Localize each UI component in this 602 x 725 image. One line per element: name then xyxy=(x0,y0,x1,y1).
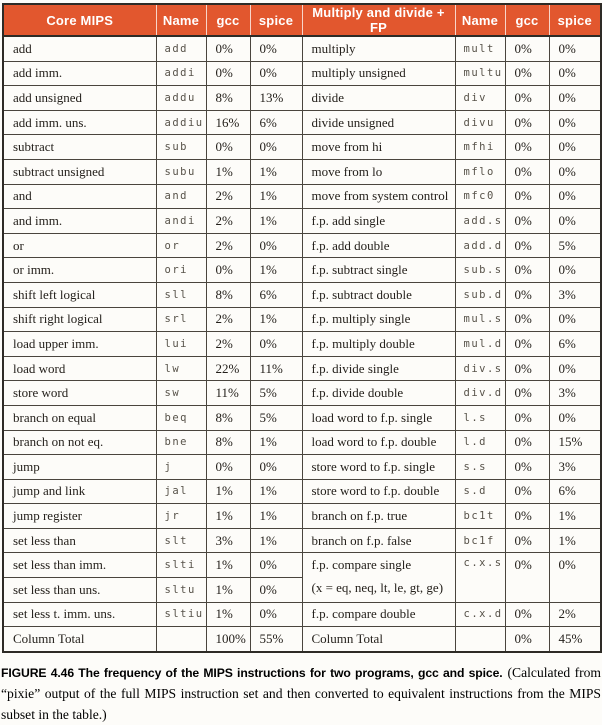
gcc-percent-cell: 2% xyxy=(206,184,250,209)
gcc-percent-cell: 0% xyxy=(206,135,250,160)
instruction-name-cell: div xyxy=(455,86,505,111)
spice-percent-cell: 0% xyxy=(549,184,601,209)
table-row xyxy=(3,553,601,578)
instruction-desc-cell: multiply unsigned xyxy=(302,61,455,86)
gcc-percent-cell: 0% xyxy=(505,184,549,209)
spice-percent-cell: 0% xyxy=(549,61,601,86)
instruction-desc-cell: add xyxy=(3,36,156,61)
spice-percent-cell: 0% xyxy=(250,36,302,61)
instruction-desc-cell: load word to f.p. single xyxy=(302,405,455,430)
instruction-name-cell: sub xyxy=(156,135,206,160)
instruction-desc-cell: or imm. xyxy=(3,258,156,283)
instruction-desc-line: f.p. compare single xyxy=(311,557,412,573)
instruction-name-cell: div.s xyxy=(455,356,505,381)
table-row xyxy=(3,430,601,455)
spice-percent-cell: 0% xyxy=(250,455,302,480)
instruction-name-cell: j xyxy=(156,455,206,480)
instruction-name-cell: c.x.s xyxy=(455,553,505,602)
instruction-name-cell: add.s xyxy=(455,209,505,234)
instruction-desc-cell: f.p. multiply single xyxy=(302,307,455,332)
gcc-percent-cell: 0% xyxy=(206,258,250,283)
instruction-desc-cell: store word to f.p. single xyxy=(302,455,455,480)
spice-percent-cell: 0% xyxy=(549,135,601,160)
spice-percent-cell: 0% xyxy=(549,307,601,332)
instruction-desc-cell: f.p. subtract single xyxy=(302,258,455,283)
instruction-name-cell: srl xyxy=(156,307,206,332)
spice-percent-cell: 1% xyxy=(250,307,302,332)
spice-percent-cell: 0% xyxy=(549,405,601,430)
table-row xyxy=(3,258,601,283)
instruction-desc-cell: or xyxy=(3,233,156,258)
instruction-desc-cell: f.p. compare double xyxy=(302,602,455,627)
gcc-percent-cell: 0% xyxy=(505,381,549,406)
instruction-desc-cell: subtract xyxy=(3,135,156,160)
instruction-name-cell: addu xyxy=(156,86,206,111)
instruction-name-cell: l.s xyxy=(455,405,505,430)
spice-percent-cell: 1% xyxy=(250,479,302,504)
gcc-percent-cell: 0% xyxy=(505,159,549,184)
gcc-percent-cell: 2% xyxy=(206,233,250,258)
table-body xyxy=(3,36,601,652)
instruction-desc-cell: f.p. subtract double xyxy=(302,282,455,307)
header-gcc-left: gcc xyxy=(206,4,250,36)
gcc-percent-cell: 0% xyxy=(505,86,549,111)
gcc-percent-cell: 0% xyxy=(505,36,549,61)
table-row xyxy=(3,332,601,357)
table-row xyxy=(3,381,601,406)
gcc-percent-cell: 0% xyxy=(505,307,549,332)
instruction-name-cell: subu xyxy=(156,159,206,184)
gcc-percent-cell: 0% xyxy=(505,430,549,455)
instruction-desc-cell: f.p. divide double xyxy=(302,381,455,406)
gcc-percent-cell: 0% xyxy=(206,455,250,480)
spice-percent-cell: 3% xyxy=(549,455,601,480)
table-row xyxy=(3,184,601,209)
gcc-percent-cell: 0% xyxy=(505,110,549,135)
gcc-percent-cell: 0% xyxy=(505,282,549,307)
instruction-desc-cell: set less than imm. xyxy=(3,553,156,578)
instruction-name-cell: ori xyxy=(156,258,206,283)
table-row xyxy=(3,86,601,111)
table-row xyxy=(3,233,601,258)
instruction-desc-cell: f.p. divide single xyxy=(302,356,455,381)
gcc-percent-cell: 2% xyxy=(206,307,250,332)
instruction-desc-cell: load upper imm. xyxy=(3,332,156,357)
instruction-desc-cell: load word to f.p. double xyxy=(302,430,455,455)
gcc-percent-cell: 0% xyxy=(505,528,549,553)
instruction-name-cell xyxy=(455,627,505,652)
instruction-desc-cell: store word xyxy=(3,381,156,406)
instruction-desc-cell: and imm. xyxy=(3,209,156,234)
table-row xyxy=(3,110,601,135)
instruction-name-cell: addi xyxy=(156,61,206,86)
instruction-desc-cell: branch on f.p. false xyxy=(302,528,455,553)
gcc-percent-cell: 0% xyxy=(505,258,549,283)
instruction-desc-cell: add unsigned xyxy=(3,86,156,111)
spice-percent-cell: 6% xyxy=(549,332,601,357)
spice-percent-cell: 0% xyxy=(549,159,601,184)
gcc-percent-cell: 0% xyxy=(505,233,549,258)
gcc-percent-cell: 0% xyxy=(505,332,549,357)
spice-percent-cell: 0% xyxy=(250,61,302,86)
spice-percent-cell: 1% xyxy=(250,528,302,553)
instruction-name-cell: add xyxy=(156,36,206,61)
spice-percent-cell: 13% xyxy=(250,86,302,111)
gcc-percent-cell: 3% xyxy=(206,528,250,553)
spice-percent-cell: 1% xyxy=(250,159,302,184)
spice-percent-cell: 0% xyxy=(250,578,302,603)
instruction-desc-cell: set less than uns. xyxy=(3,578,156,603)
instruction-desc-cell: Column Total xyxy=(3,627,156,652)
instruction-desc-cell: add imm. xyxy=(3,61,156,86)
spice-percent-cell: 6% xyxy=(250,282,302,307)
spice-percent-cell: 0% xyxy=(250,332,302,357)
table-row xyxy=(3,36,601,61)
instruction-name-cell: l.d xyxy=(455,430,505,455)
instruction-desc-cell: jump and link xyxy=(3,479,156,504)
instruction-desc-cell: move from hi xyxy=(302,135,455,160)
header-core-mips: Core MIPS xyxy=(3,4,156,36)
spice-percent-cell: 55% xyxy=(250,627,302,652)
gcc-percent-cell: 8% xyxy=(206,405,250,430)
gcc-percent-cell: 22% xyxy=(206,356,250,381)
spice-percent-cell: 1% xyxy=(250,209,302,234)
instruction-desc-cell: move from lo xyxy=(302,159,455,184)
header-spice-right: spice xyxy=(549,4,601,36)
gcc-percent-cell: 1% xyxy=(206,578,250,603)
instruction-name-cell: slt xyxy=(156,528,206,553)
instruction-desc-cell: set less t. imm. uns. xyxy=(3,602,156,627)
spice-percent-cell: 5% xyxy=(250,405,302,430)
table-row xyxy=(3,356,601,381)
table-row xyxy=(3,602,601,627)
instruction-name-cell: mflo xyxy=(455,159,505,184)
instruction-name-cell: jal xyxy=(156,479,206,504)
instruction-name-cell: mul.d xyxy=(455,332,505,357)
gcc-percent-cell: 8% xyxy=(206,282,250,307)
spice-percent-cell: 0% xyxy=(250,602,302,627)
gcc-percent-cell: 0% xyxy=(505,61,549,86)
spice-percent-cell: 1% xyxy=(549,528,601,553)
instruction-name-cell: div.d xyxy=(455,381,505,406)
spice-percent-cell: 0% xyxy=(250,135,302,160)
instruction-name-cell xyxy=(156,627,206,652)
spice-percent-cell: 0% xyxy=(549,209,601,234)
header-spice-left: spice xyxy=(250,4,302,36)
header-gcc-right: gcc xyxy=(505,4,549,36)
instruction-name-cell: sll xyxy=(156,282,206,307)
mips-frequency-table xyxy=(2,3,602,653)
instruction-name-cell: mfc0 xyxy=(455,184,505,209)
instruction-name-cell: lui xyxy=(156,332,206,357)
instruction-desc-cell: f.p. add single xyxy=(302,209,455,234)
instruction-desc-cell: set less than xyxy=(3,528,156,553)
spice-percent-cell: 0% xyxy=(549,86,601,111)
instruction-name-cell: mul.s xyxy=(455,307,505,332)
spice-percent-cell: 0% xyxy=(549,553,601,602)
spice-percent-cell: 0% xyxy=(250,553,302,578)
instruction-name-cell: s.d xyxy=(455,479,505,504)
instruction-name-cell: multu xyxy=(455,61,505,86)
gcc-percent-cell: 0% xyxy=(505,405,549,430)
spice-percent-cell: 0% xyxy=(549,110,601,135)
instruction-desc-cell: divide xyxy=(302,86,455,111)
gcc-percent-cell: 2% xyxy=(206,209,250,234)
gcc-percent-cell: 1% xyxy=(206,553,250,578)
gcc-percent-cell: 0% xyxy=(505,135,549,160)
instruction-name-cell: bc1t xyxy=(455,504,505,529)
spice-percent-cell: 0% xyxy=(549,258,601,283)
spice-percent-cell: 5% xyxy=(250,381,302,406)
figure-caption-bold: FIGURE 4.46 The frequency of the MIPS instructions for two programs, gcc and spice. xyxy=(1,665,503,680)
instruction-desc-cell: branch on f.p. true xyxy=(302,504,455,529)
instruction-name-cell: sub.d xyxy=(455,282,505,307)
table-row xyxy=(3,528,601,553)
instruction-desc-cell: subtract unsigned xyxy=(3,159,156,184)
table-row xyxy=(3,455,601,480)
instruction-desc-cell: add imm. uns. xyxy=(3,110,156,135)
gcc-percent-cell: 0% xyxy=(505,455,549,480)
table-row xyxy=(3,307,601,332)
instruction-name-cell: sltu xyxy=(156,578,206,603)
gcc-percent-cell: 0% xyxy=(505,356,549,381)
instruction-desc-cell: move from system control xyxy=(302,184,455,209)
instruction-desc-cell: branch on not eq. xyxy=(3,430,156,455)
gcc-percent-cell: 8% xyxy=(206,86,250,111)
gcc-percent-cell: 16% xyxy=(206,110,250,135)
gcc-percent-cell: 0% xyxy=(505,627,549,652)
header-name-left: Name xyxy=(156,4,206,36)
instruction-name-cell: divu xyxy=(455,110,505,135)
spice-percent-cell: 45% xyxy=(549,627,601,652)
header-row xyxy=(3,4,601,36)
gcc-percent-cell: 0% xyxy=(206,36,250,61)
spice-percent-cell: 11% xyxy=(250,356,302,381)
header-mult-div-fp: Multiply and divide + FP xyxy=(302,4,455,36)
instruction-name-cell: addiu xyxy=(156,110,206,135)
spice-percent-cell: 5% xyxy=(549,233,601,258)
spice-percent-cell: 1% xyxy=(250,430,302,455)
spice-percent-cell: 0% xyxy=(250,233,302,258)
instruction-desc-cell: shift right logical xyxy=(3,307,156,332)
gcc-percent-cell: 1% xyxy=(206,159,250,184)
table-row xyxy=(3,135,601,160)
instruction-name-cell: sw xyxy=(156,381,206,406)
table-row xyxy=(3,504,601,529)
instruction-desc-cell xyxy=(302,553,455,602)
compare-condition-note: (x = eq, neq, lt, le, gt, ge) xyxy=(311,580,444,596)
instruction-name-cell: sltiu xyxy=(156,602,206,627)
spice-percent-cell: 0% xyxy=(549,356,601,381)
gcc-percent-cell: 11% xyxy=(206,381,250,406)
instruction-name-cell: bc1f xyxy=(455,528,505,553)
spice-percent-cell: 1% xyxy=(250,504,302,529)
spice-percent-cell: 3% xyxy=(549,381,601,406)
gcc-percent-cell: 0% xyxy=(505,479,549,504)
instruction-name-cell: bne xyxy=(156,430,206,455)
instruction-desc-cell: jump xyxy=(3,455,156,480)
table-row xyxy=(3,627,601,652)
spice-percent-cell: 6% xyxy=(250,110,302,135)
spice-percent-cell: 15% xyxy=(549,430,601,455)
instruction-name-cell: slti xyxy=(156,553,206,578)
instruction-name-cell: and xyxy=(156,184,206,209)
table-row xyxy=(3,282,601,307)
instruction-name-cell: mult xyxy=(455,36,505,61)
spice-percent-cell: 0% xyxy=(549,36,601,61)
instruction-desc-cell: Column Total xyxy=(302,627,455,652)
instruction-name-cell: s.s xyxy=(455,455,505,480)
instruction-desc-cell: f.p. multiply double xyxy=(302,332,455,357)
instruction-desc-cell: divide unsigned xyxy=(302,110,455,135)
gcc-percent-cell: 0% xyxy=(505,209,549,234)
table-row xyxy=(3,209,601,234)
figure-caption xyxy=(1,662,601,725)
instruction-name-cell: lw xyxy=(156,356,206,381)
instruction-desc-cell: branch on equal xyxy=(3,405,156,430)
gcc-percent-cell: 0% xyxy=(505,602,549,627)
figure-caption-rest: (Calculated from “pixie” output of the full MIPS instruction set and then converted to equivalent instructions from the MIPS subset in the table.) xyxy=(1,664,601,723)
gcc-percent-cell: 1% xyxy=(206,479,250,504)
instruction-name-cell: jr xyxy=(156,504,206,529)
spice-percent-cell: 2% xyxy=(549,602,601,627)
spice-percent-cell: 3% xyxy=(549,282,601,307)
instruction-desc-cell: jump register xyxy=(3,504,156,529)
table-row xyxy=(3,159,601,184)
instruction-desc-cell: f.p. add double xyxy=(302,233,455,258)
instruction-name-cell: c.x.d xyxy=(455,602,505,627)
table-row xyxy=(3,405,601,430)
instruction-desc-cell: and xyxy=(3,184,156,209)
instruction-name-cell: add.d xyxy=(455,233,505,258)
instruction-name-cell: sub.s xyxy=(455,258,505,283)
instruction-name-cell: or xyxy=(156,233,206,258)
gcc-percent-cell: 0% xyxy=(206,61,250,86)
instruction-name-cell: mfhi xyxy=(455,135,505,160)
header-name-right: Name xyxy=(455,4,505,36)
spice-percent-cell: 1% xyxy=(250,258,302,283)
gcc-percent-cell: 100% xyxy=(206,627,250,652)
instruction-desc-cell: multiply xyxy=(302,36,455,61)
gcc-percent-cell: 8% xyxy=(206,430,250,455)
table-row xyxy=(3,61,601,86)
instruction-desc-cell: load word xyxy=(3,356,156,381)
gcc-percent-cell: 1% xyxy=(206,504,250,529)
gcc-percent-cell: 0% xyxy=(505,504,549,529)
instruction-name-cell: andi xyxy=(156,209,206,234)
instruction-desc-cell: store word to f.p. double xyxy=(302,479,455,504)
gcc-percent-cell: 2% xyxy=(206,332,250,357)
spice-percent-cell: 6% xyxy=(549,479,601,504)
table-row xyxy=(3,479,601,504)
spice-percent-cell: 1% xyxy=(250,184,302,209)
instruction-desc-cell: shift left logical xyxy=(3,282,156,307)
spice-percent-cell: 1% xyxy=(549,504,601,529)
instruction-name-cell: beq xyxy=(156,405,206,430)
gcc-percent-cell: 0% xyxy=(505,553,549,602)
gcc-percent-cell: 1% xyxy=(206,602,250,627)
